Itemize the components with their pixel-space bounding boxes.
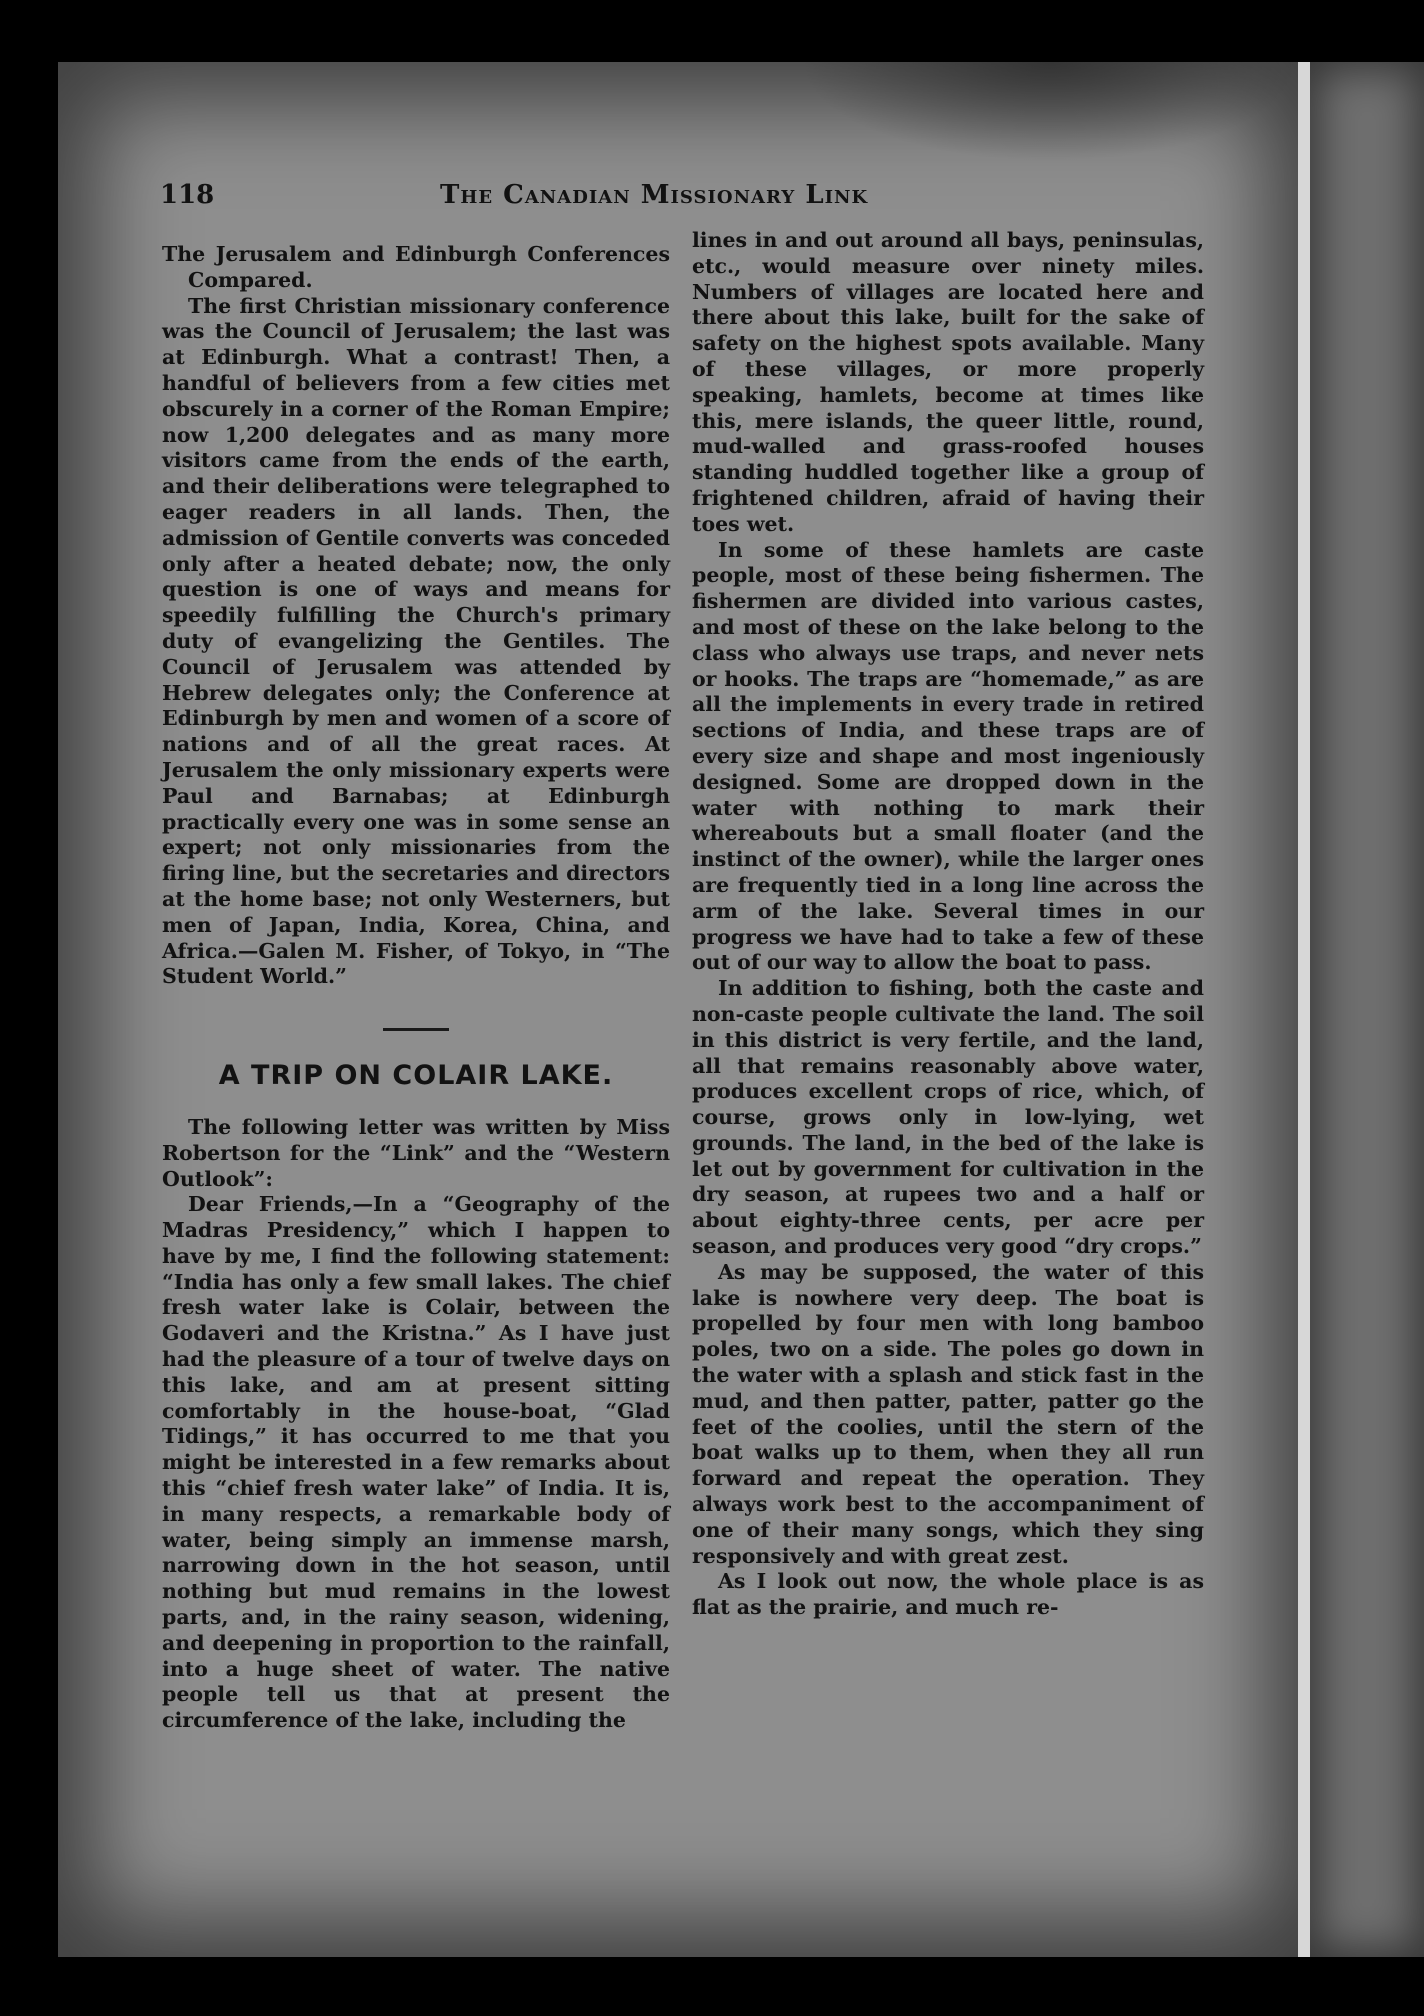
paragraph: As I look out now, the whole place is as flat as the prairie, and much re- — [692, 1569, 1204, 1620]
paragraph: In some of these hamlets are caste people, most of these being fishermen. The fishermen are divided into various castes, and most of these on the lake belong to the class who always use traps, and never nets or hooks. The traps are “homemade,” as are all the implements in every trade in retired sections of India, and these traps are of every size and shape and most ingeniously designed. Some are dropped down in the water with nothing to mark their whereabouts but a small floater (and the instinct of the owner), while the larger ones are frequently tied in a long line across the arm of the lake. Several times in our progress we have had to take a few of these out of our way to allow the boat to pass. — [692, 537, 1204, 975]
article-title: A TRIP ON COLAIR LAKE. — [218, 1060, 614, 1092]
right-column — [692, 228, 1204, 1621]
page-number: 118 — [160, 180, 215, 210]
paragraph: The first Christian missionary conference was the Council of Jerusalem; the last was at Edinburgh. What a contrast! Then, a handful of believers from a few cities met obscurely in a corner of the Roman Empire; now 1,200 delegates and as many more visitors came from the ends of the earth, and their deliberations were telegraphed to eager readers in all lands. Then, the admission of Gentile converts was conceded only after a heated debate; now, the only question is one of ways and means for speedily fulfilling the Church's primary duty of evangelizing the Gentiles. The Council of Jerusalem was attended by Hebrew delegates only; the Conference at Edinburgh by men and women of a score of nations and of all the great races. At Jerusalem the only missionary experts were Paul and Barnabas; at Edinburgh practically every one was in some sense an expert; not only missionaries from the firing line, but the secretaries and directors at the home base; not only Westerners, but men of Japan, India, Korea, China, and Africa.—Galen M. Fisher, of Tokyo, in “The Student World.” — [162, 293, 670, 989]
section-heading: The Jerusalem and Edinburgh Conferences Compared. — [162, 242, 670, 292]
paragraph: The following letter was written by Miss Robertson for the “Link” and the “Western Outlook”: — [162, 1114, 670, 1191]
running-head — [160, 180, 920, 220]
journal-title: The Canadian Missionary Link — [440, 180, 869, 210]
water-stain — [800, 62, 1300, 162]
page-edge — [1298, 62, 1310, 1957]
facing-page — [1310, 62, 1424, 1957]
left-column — [162, 242, 670, 1734]
paragraph: Dear Friends,—In a “Geography of the Madras Presidency,” which I happen to have by me, I find the following statement: “India has only a few small lakes. The chief fresh water lake is Colair, between the Godaveri and the Kristna.” As I have just had the pleasure of a tour of twelve days on this lake, and am at present sitting comfortably in the house-boat, “Glad Tidings,” it has occurred to me that you might be interested in a few remarks about this “chief fresh water lake” of India. It is, in many respects, a remarkable body of water, being simply an immense marsh, narrowing down in the hot season, until nothing but mud remains in the lowest parts, and, in the rainy season, widening, and deepening in proportion to the rainfall, into a huge sheet of water. The native people tell us that at present the circumference of the lake, including the — [162, 1192, 670, 1733]
section-divider — [383, 1028, 449, 1031]
paragraph: In addition to fishing, both the caste and non-caste people cultivate the land. The soil in this district is very fertile, and the land, all that remains reasonably above water, produces excellent crops of rice, which, of course, grows only in low-lying, wet grounds. The land, in the bed of the lake is let out by government for cultivation in the dry season, at rupees two and a half or about eighty-three cents, per acre per season, and produces very good “dry crops.” — [692, 976, 1204, 1259]
paragraph: lines in and out around all bays, peninsulas, etc., would measure over ninety miles. Numbers of villages are located here and there about this lake, built for the sake of safety on the highest spots available. Many of these villages, or more properly speaking, hamlets, become at times like this, mere islands, the queer little, round, mud-walled and grass-roofed houses standing huddled together like a group of frightened children, afraid of having their toes wet. — [692, 228, 1204, 536]
paragraph: As may be supposed, the water of this lake is nowhere very deep. The boat is propelled by four men with long bamboo poles, two on a side. The poles go down in the water with a splash and stick fast in the mud, and then patter, patter, patter go the feet of the coolies, until the stern of the boat walks up to them, when they all run forward and repeat the operation. They always work best to the accompaniment of one of their many songs, which they sing responsively and with great zest. — [692, 1259, 1204, 1568]
